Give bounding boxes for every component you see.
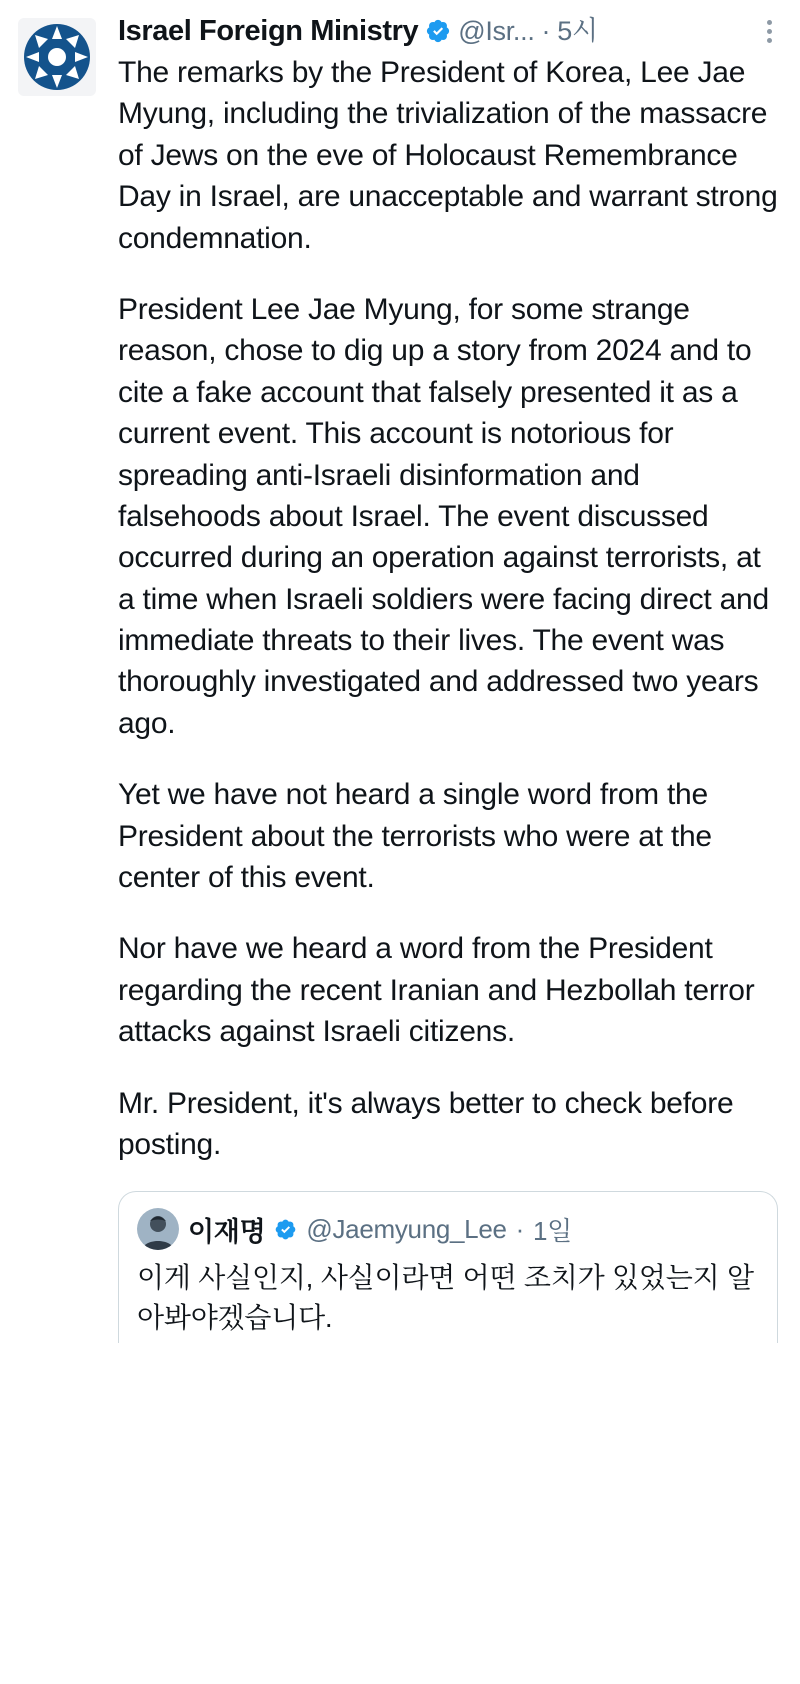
post-header	[118, 14, 782, 48]
quoted-tweet-text: 이게 사실인지, 사실이라면 어떤 조치가 있었는지 알아봐야겠습니다.	[137, 1262, 754, 1333]
separator-dot: ·	[515, 1213, 525, 1244]
more-options-icon[interactable]	[756, 14, 782, 48]
handle[interactable]: @Isr...	[458, 15, 535, 46]
post-paragraph: The remarks by the President of Korea, Lee Jae Myung, including the trivialization of the massacre of Jews on the eve of Holocaust Remembrance Day in Israel, are unacceptable and warrant strong condemnation.	[118, 56, 778, 255]
quoted-timestamp[interactable]: 1일	[533, 1215, 572, 1246]
avatar[interactable]	[18, 18, 96, 96]
quoted-display-name: 이재명	[188, 1216, 266, 1247]
quoted-tweet-card[interactable]	[118, 1191, 778, 1342]
avatar[interactable]	[137, 1208, 179, 1250]
avatar-column	[18, 14, 102, 1343]
timestamp[interactable]: 5시	[557, 15, 598, 46]
quoted-handle[interactable]: @Jaemyung_Lee	[306, 1213, 507, 1244]
quoted-tweet-header	[137, 1208, 759, 1250]
israel-foreign-ministry-emblem-icon	[20, 20, 94, 94]
display-name: Israel Foreign Ministry	[118, 14, 419, 47]
post-paragraph: President Lee Jae Myung, for some strange reason, chose to dig up a story from 2024 and to cite a fake account that falsely presented it as a current event. This account is notorious for spreading anti-Israeli disinformation and falsehoods about Israel. The event discussed occurred during an operation against terrorists, at a time when Israeli soldiers were facing direct and immediate threats to their lives. The event was thoroughly investigated and addressed two years ago.	[118, 292, 769, 740]
post-text	[118, 52, 782, 1165]
verified-badge-icon	[274, 1218, 297, 1241]
separator-dot: ·	[541, 15, 551, 46]
verified-badge-icon	[425, 18, 451, 44]
post-paragraph: Yet we have not heard a single word from the President about the terrorists who were at the center of this event.	[118, 778, 712, 895]
post-body	[102, 14, 782, 1343]
post-paragraph: Mr. President, it's always better to check before posting.	[118, 1086, 734, 1161]
post-paragraph: Nor have we heard a word from the President regarding the recent Iranian and Hezbollah terror attacks against Israeli citizens.	[118, 932, 755, 1049]
